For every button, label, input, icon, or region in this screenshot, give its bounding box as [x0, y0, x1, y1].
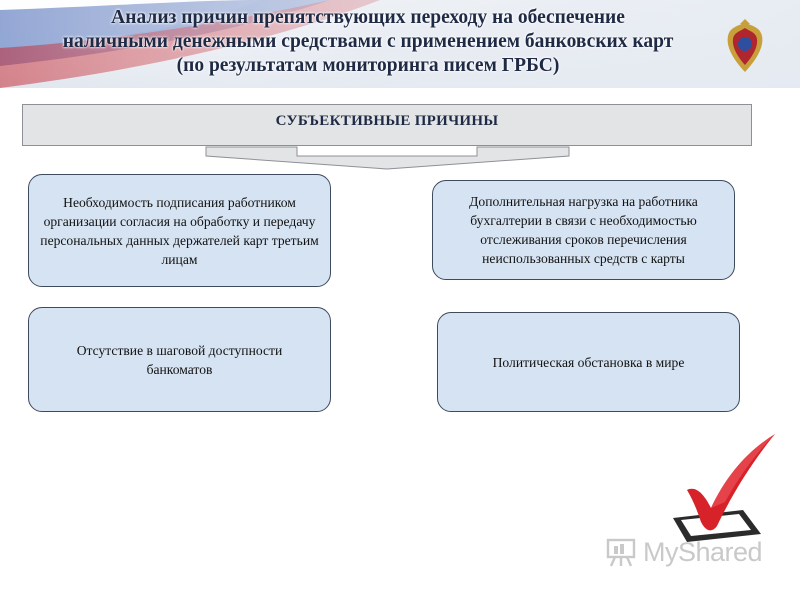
presentation-board-icon	[605, 537, 637, 567]
banner-label: СУБЪЕКТИВНЫЕ ПРИЧИНЫ	[275, 113, 499, 129]
reason-card-political	[437, 312, 740, 412]
reason-card-atm-access	[28, 307, 331, 412]
reason-text: Отсутствие в шаговой доступности банкоматов	[76, 342, 283, 377]
title-line-2: наличными денежными средствами с применением банковских карт	[62, 31, 674, 52]
reason-text: Политическая обстановка в мире	[492, 354, 685, 370]
watermark-text: MyShared	[643, 536, 763, 567]
slide-title	[18, 6, 718, 78]
reason-text: Необходимость подписания работником организации согласия на обработку и передачу персональных данных держателей карт третьим лицам	[40, 194, 319, 267]
reason-text: Дополнительная нагрузка на работника бухгалтерии в связи с необходимостью отслеживания сроков перечисления неиспользованных средств с карты	[469, 194, 698, 266]
title-line-1: Анализ причин препятствующих переходу на обеспечение	[111, 7, 625, 28]
reason-card-consent	[28, 174, 331, 287]
red-checkmark-icon	[665, 430, 785, 550]
title-line-3: (по результатам мониторинга писем ГРБС)	[176, 55, 560, 76]
treasury-emblem-icon	[722, 18, 768, 76]
slide-header	[0, 0, 800, 88]
watermark	[605, 535, 762, 569]
banner-connector-arrow	[205, 146, 570, 170]
reason-card-accounting-load	[432, 180, 735, 280]
subjective-reasons-banner	[22, 104, 752, 146]
